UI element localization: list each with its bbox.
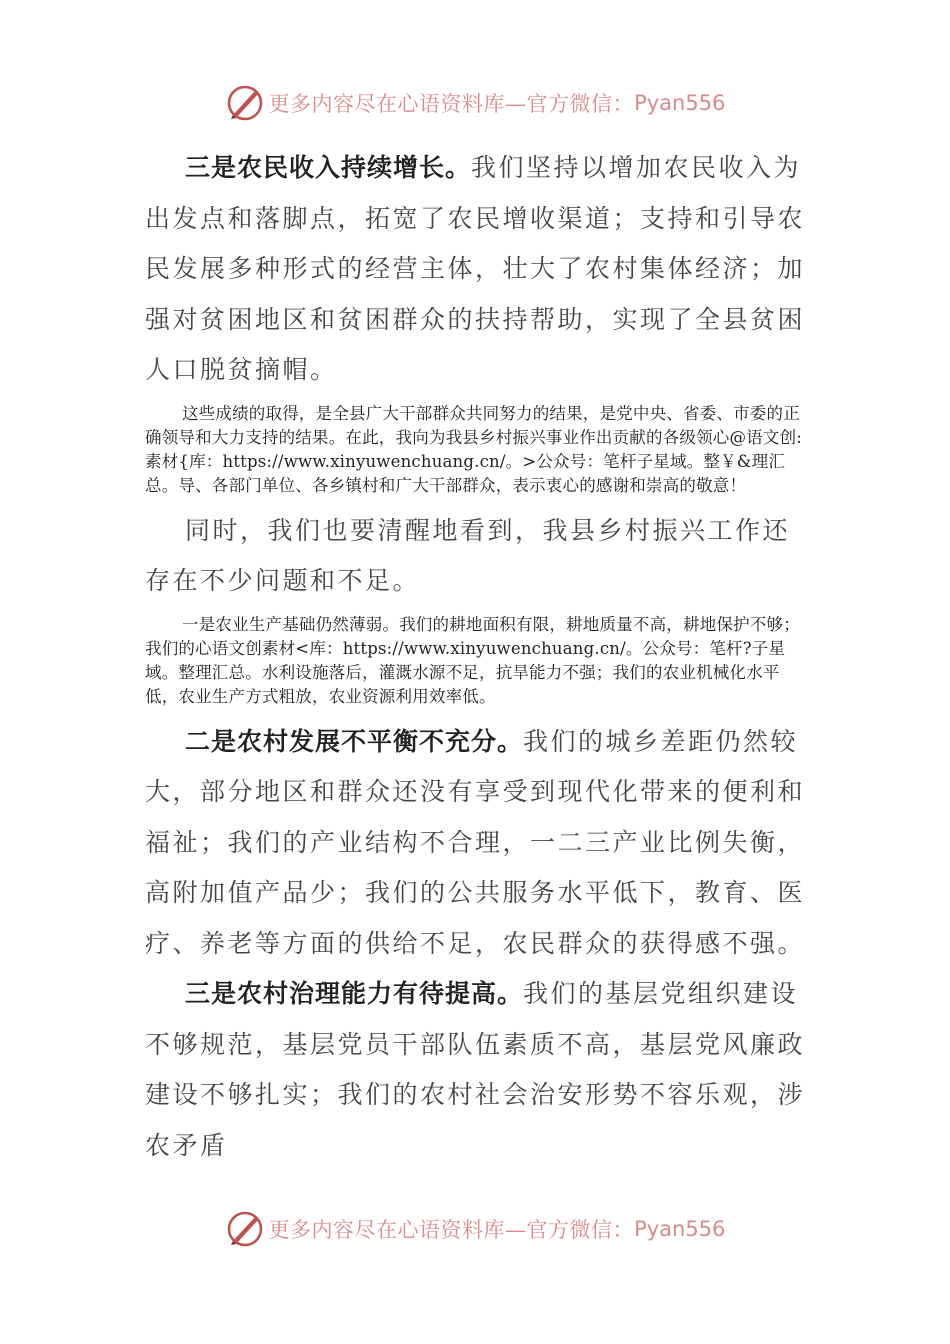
pen-logo-icon bbox=[225, 83, 265, 123]
header-banner-text: 更多内容尽在心语资料库—官方微信： bbox=[268, 92, 635, 116]
paragraph-text: 同时，我们也要清醒地看到，我县乡村振兴工作还存在不少问题和不足。 bbox=[145, 515, 791, 595]
paragraph-income-growth bbox=[145, 143, 810, 396]
document-body bbox=[145, 143, 810, 1171]
paragraph-governance bbox=[145, 969, 810, 1171]
paragraph-text: 我们的基层党组织建设不够规范，基层党员干部队伍素质不高，基层党风廉政建设不够扎实；我们的农村社会治安形势不容乐观，涉农矛盾 bbox=[145, 979, 806, 1160]
paragraph-agriculture-weak bbox=[145, 613, 810, 709]
paragraph-text: 一是农业生产基础仍然薄弱。我们的耕地面积有限，耕地质量不高，耕地保护不够；我们的心语文创素材<库：https://www.xinyuwenchuang.cn/。公众号：笔杆?子星域。整理汇总。水利设施落后，灌溉水源不足，抗旱能力不强；我们的农业机械化水平低，农业生产方式粗放，农业资源利用效率低。 bbox=[145, 614, 800, 706]
footer-banner-text: 更多内容尽在心语资料库—官方微信： bbox=[268, 1218, 635, 1242]
paragraph-problems-intro bbox=[145, 506, 810, 607]
pen-logo-icon bbox=[225, 1209, 265, 1249]
paragraph-lead: 三是农村治理能力有待提高。 bbox=[185, 979, 524, 1008]
paragraph-lead: 三是农民收入持续增长。 bbox=[185, 153, 472, 182]
paragraph-unbalanced-development bbox=[145, 717, 810, 970]
paragraph-text: 我们的城乡差距仍然较大，部分地区和群众还没有享受到现代化带来的便利和福祉；我们的产业结构不合理，一二三产业比例失衡，高附加值产品少；我们的公共服务水平低下，教育、医疗、养老等方面的供给不足，农民群众的获得感不强。 bbox=[145, 726, 806, 958]
header-banner bbox=[0, 78, 950, 128]
paragraph-lead: 二是农村发展不平衡不充分。 bbox=[185, 726, 524, 756]
header-wechat-handle: Pyan556 bbox=[634, 91, 726, 115]
footer-banner bbox=[0, 1204, 950, 1254]
paragraph-thanks bbox=[145, 402, 810, 498]
paragraph-text: 这些成绩的取得，是全县广大干部群众共同努力的结果，是党中央、省委、市委的正确领导和大力支持的结果。在此，我向为我县乡村振兴事业作出贡献的各级领心@语文创:素材{库：https://www.xinyuwenchuang.cn/。>公众号：笔杆子星域。整￥&理汇总。导、各部门单位、各乡镇村和广大干部群众，表示衷心的感谢和崇高的敬意！ bbox=[145, 403, 803, 495]
footer-wechat-handle: Pyan556 bbox=[634, 1217, 726, 1241]
paragraph-text: 我们坚持以增加农民收入为出发点和落脚点，拓宽了农民增收渠道；支持和引导农民发展多种形式的经营主体，壮大了农村集体经济；加强对贫困地区和贫困群众的扶持帮助，实现了全县贫困人口脱贫摘帽。 bbox=[145, 153, 806, 384]
